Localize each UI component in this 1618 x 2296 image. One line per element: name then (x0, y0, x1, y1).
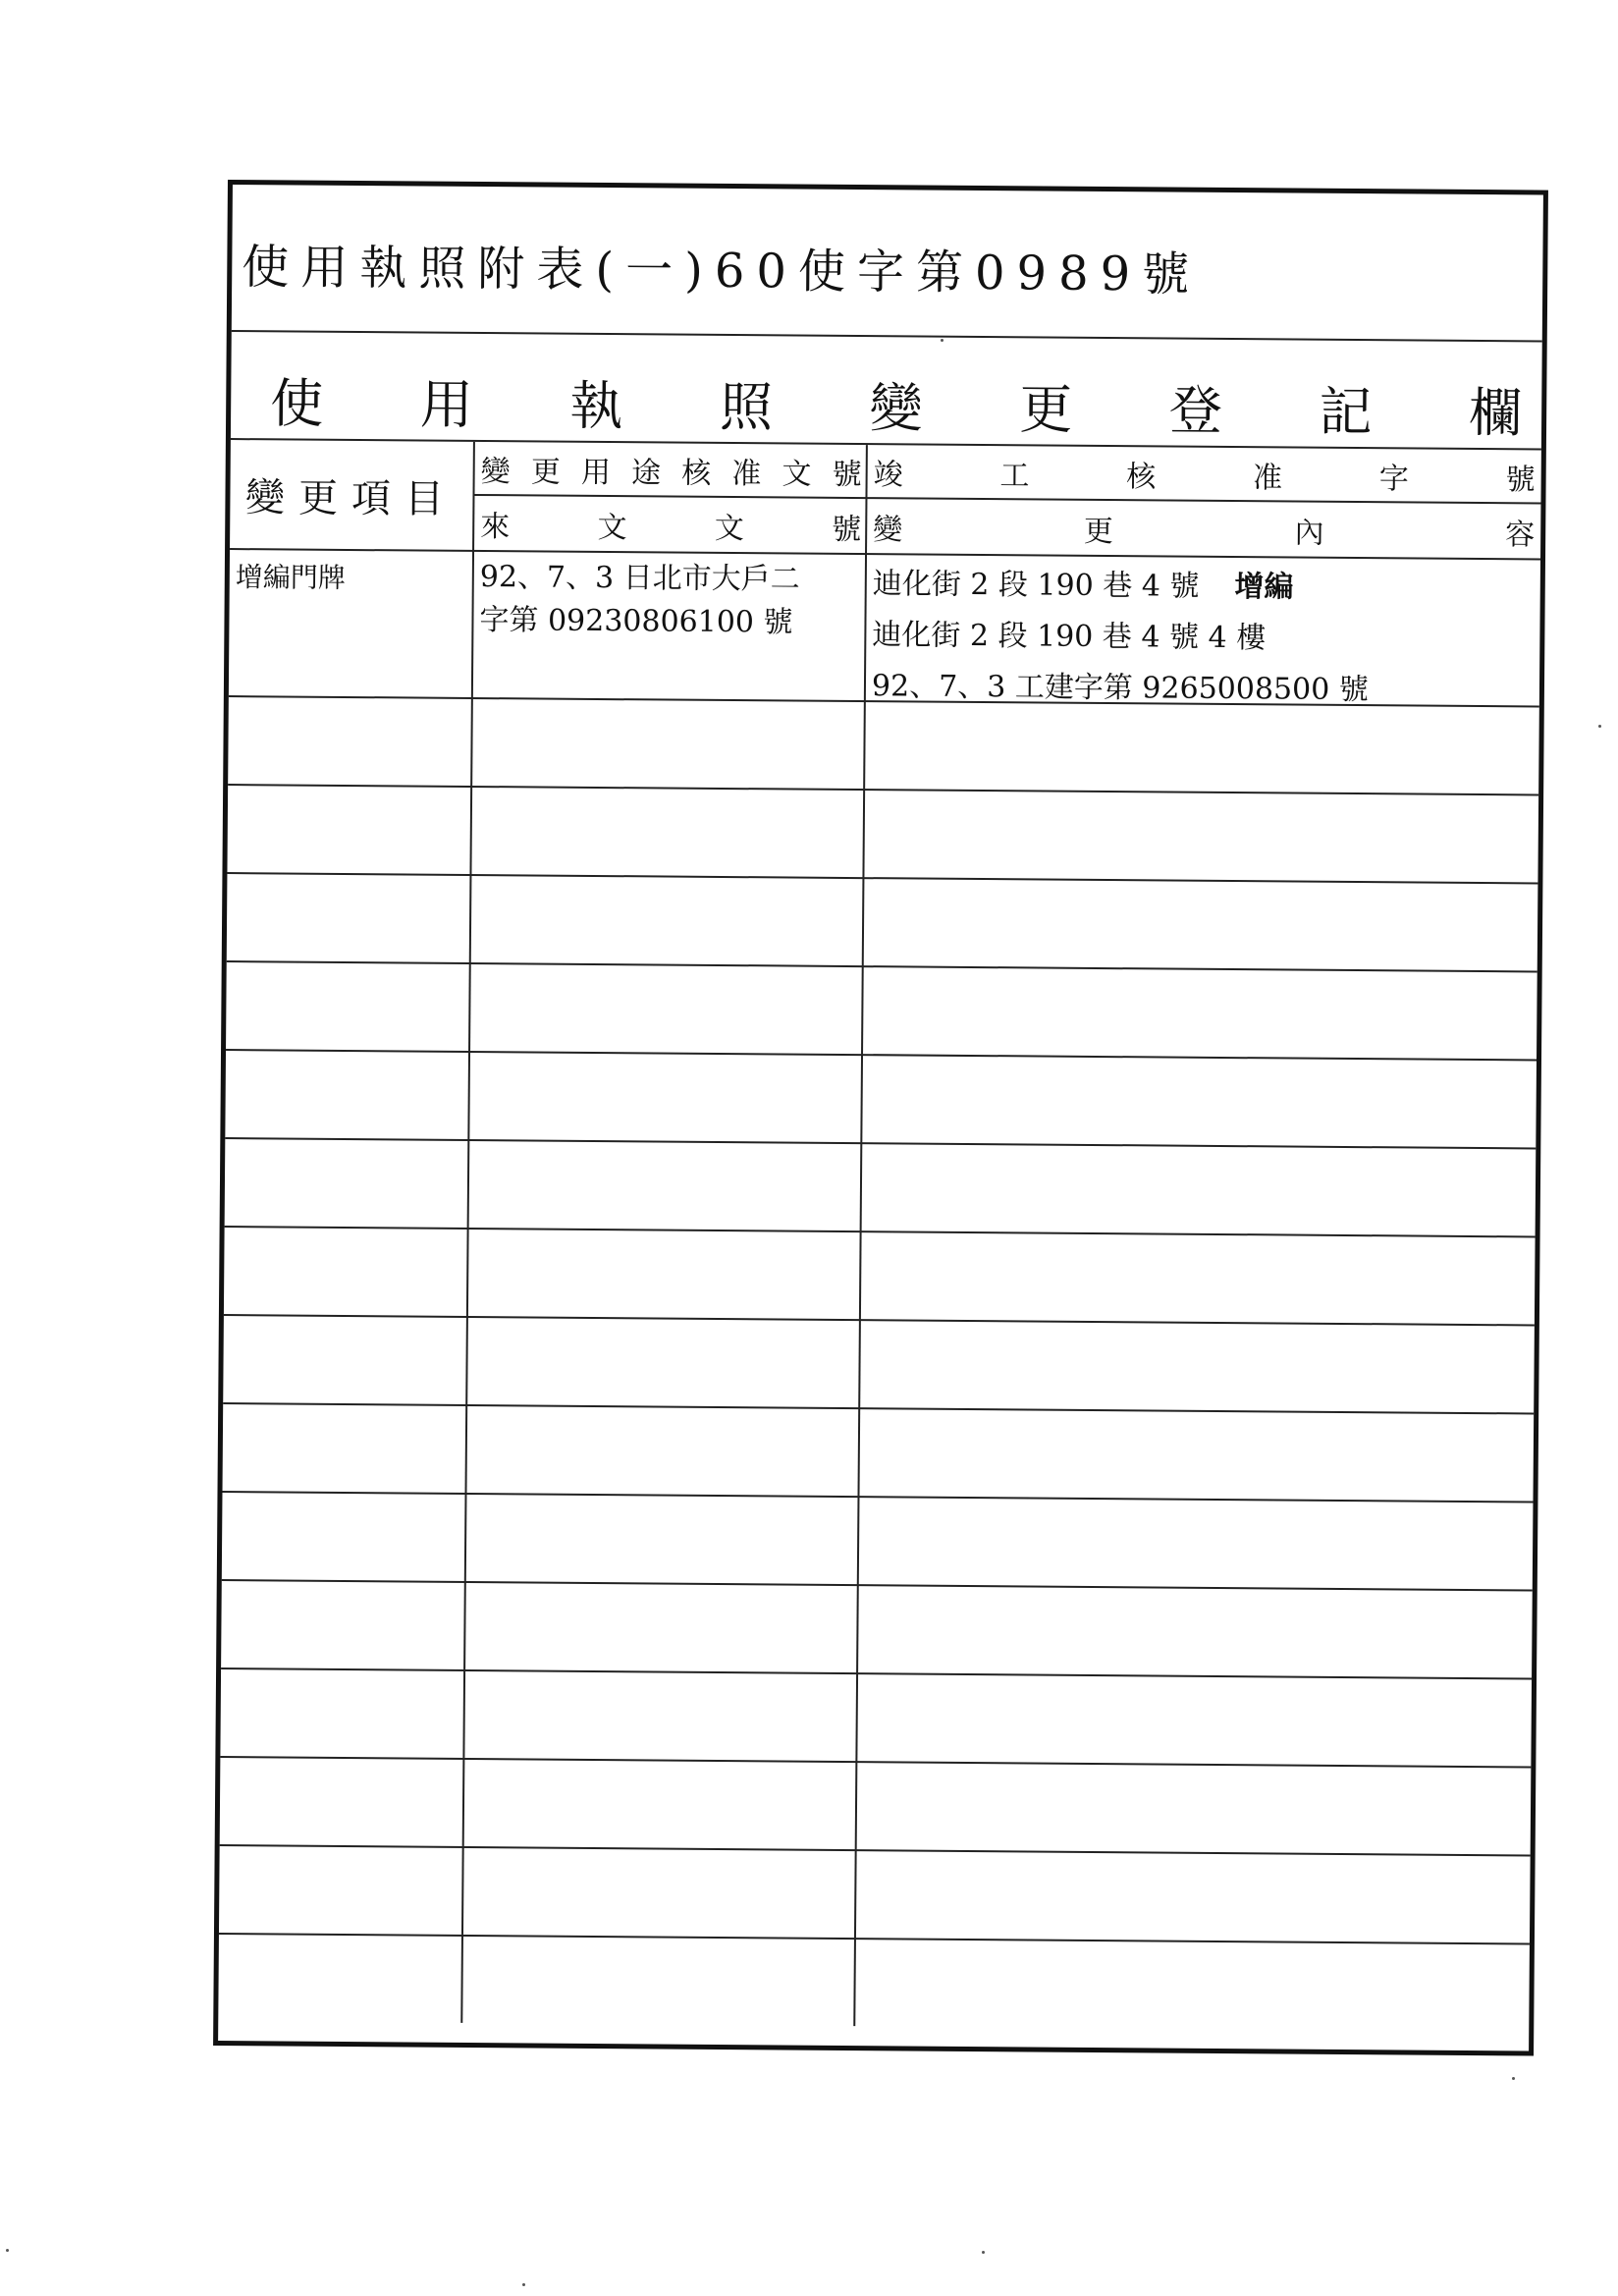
header-char: 途 (630, 455, 662, 490)
scan-speck (1598, 725, 1601, 728)
empty-table-row (228, 695, 1539, 795)
title-char: 使 (797, 244, 852, 300)
column-divider (467, 1139, 470, 1228)
entry-content-bold: 增編 (1234, 570, 1294, 605)
empty-table-row (222, 1491, 1534, 1591)
column-divider (466, 1228, 469, 1316)
empty-table-row (226, 960, 1537, 1061)
column-divider (463, 1581, 466, 1669)
column-divider (462, 1758, 465, 1846)
title-char: 9 (1016, 246, 1053, 301)
empty-table-row (219, 1844, 1531, 1944)
column-divider (460, 1935, 463, 2023)
heading-char: 執 (569, 374, 623, 438)
column-divider (465, 1404, 468, 1493)
header-char: 文 (782, 456, 812, 492)
column-divider (469, 786, 472, 874)
column-divider (465, 1316, 468, 1404)
column-divider (464, 1493, 467, 1581)
heading-char: 使 (269, 372, 324, 435)
empty-table-row (222, 1402, 1534, 1503)
entry-content-line3: 92、7、3 工建字第 9265008500 號 (871, 669, 1369, 708)
title-char: 0 (974, 245, 1011, 301)
header-char: 字 (1378, 461, 1409, 496)
empty-table-row (220, 1756, 1532, 1856)
entry-content-line1: 迪化街 2 段 190 巷 4 號 增編 (872, 567, 1294, 605)
header-char: 號 (1505, 462, 1536, 497)
form-heading (270, 361, 1523, 447)
registration-form (213, 180, 1548, 2056)
entry-doc-line2: 字第 09230806100 號 (479, 603, 793, 640)
header-char: 更 (530, 454, 561, 490)
column-divider (855, 1761, 858, 1849)
title-char: 附 (477, 242, 531, 298)
column-divider (468, 962, 471, 1051)
header-char: 內 (1294, 516, 1324, 551)
header-char: 容 (1505, 517, 1536, 552)
heading-char: 更 (1019, 378, 1073, 441)
header-char: 准 (1252, 460, 1283, 495)
scan-speck (1512, 2077, 1515, 2080)
heading-char: 記 (1319, 380, 1373, 444)
table-header (230, 440, 1541, 560)
empty-table-row (224, 1226, 1536, 1326)
empty-table-row (227, 872, 1538, 972)
scan-speck (6, 2249, 9, 2252)
heading-row (231, 332, 1542, 450)
header-change-content (867, 499, 1540, 558)
column-divider (863, 700, 866, 789)
entry-document (471, 550, 865, 700)
title-char: 第 (915, 245, 970, 301)
scan-speck (522, 2283, 525, 2286)
column-divider (856, 1584, 859, 1672)
column-divider (854, 1849, 857, 1938)
header-completion-approval-no (867, 445, 1540, 504)
column-divider (857, 1496, 860, 1584)
header-char: 來 (480, 509, 511, 544)
column-divider (859, 1230, 862, 1319)
entry-item: 增編門牌 (235, 561, 346, 594)
header-char: 文 (597, 510, 627, 545)
title-char: 6 (714, 243, 751, 300)
column-divider (858, 1319, 861, 1407)
entry-content-line2: 迪化街 2 段 190 巷 4 號 4 樓 (872, 618, 1267, 656)
column-divider (860, 1054, 863, 1142)
heading-char: 登 (1168, 379, 1223, 442)
header-approval-doc-no (474, 442, 867, 499)
title-char: 號 (1141, 246, 1196, 302)
heading-char: 用 (419, 373, 474, 436)
title-char: 使 (242, 240, 296, 296)
heading-char: 欄 (1468, 381, 1523, 445)
column-divider (462, 1669, 465, 1758)
scan-speck (941, 339, 944, 342)
empty-table-row (221, 1579, 1533, 1679)
column-divider (862, 877, 865, 965)
column-divider (862, 789, 865, 877)
empty-table-row (225, 1049, 1537, 1149)
title-char: 照 (418, 241, 472, 297)
heading-char: 照 (719, 375, 774, 439)
title-char: 9 (1100, 246, 1137, 302)
table-row (229, 548, 1540, 707)
column-divider (470, 697, 473, 786)
header-char: 工 (999, 458, 1030, 493)
header-char: 號 (832, 457, 862, 492)
form-title (242, 229, 1201, 304)
column-divider (860, 1142, 863, 1230)
header-char: 准 (731, 456, 762, 491)
header-char: 號 (832, 512, 862, 547)
column-divider (461, 1846, 464, 1935)
header-incoming-doc-no (474, 496, 867, 553)
title-char: ) (683, 243, 710, 299)
empty-table-row (227, 784, 1538, 884)
empty-table-row (218, 1933, 1530, 2031)
title-char: 表 (536, 242, 590, 298)
header-char: 變 (480, 454, 511, 489)
column-divider (467, 1051, 470, 1139)
title-char: 執 (359, 241, 413, 297)
column-divider (469, 874, 472, 962)
header-change-item: 變更項目 (244, 474, 458, 522)
empty-table-row (223, 1314, 1535, 1414)
empty-table-row (225, 1137, 1537, 1237)
header-document-column (472, 442, 868, 553)
empty-table-row (220, 1667, 1532, 1768)
header-char: 核 (681, 456, 712, 491)
header-char: 核 (1126, 459, 1157, 494)
header-char: 變 (873, 512, 903, 547)
column-divider (861, 965, 864, 1054)
title-row (232, 185, 1543, 342)
header-char: 用 (580, 455, 612, 490)
header-content-column (865, 445, 1541, 558)
title-char: 字 (856, 245, 911, 301)
column-divider (855, 1672, 858, 1761)
title-char: 8 (1057, 246, 1095, 301)
header-char: 更 (1083, 514, 1114, 549)
title-char: 一 (624, 243, 679, 299)
title-char: ( (595, 242, 620, 299)
title-char: 用 (300, 240, 354, 297)
header-char: 文 (714, 511, 745, 546)
entry-doc-line1: 92、7、3 日北市大戶二 (479, 560, 800, 597)
heading-char: 變 (869, 377, 923, 440)
header-char: 竣 (873, 457, 903, 492)
entry-content (864, 553, 1540, 708)
scan-speck (982, 2251, 985, 2254)
column-divider (853, 1938, 856, 2026)
title-char: 0 (756, 244, 793, 300)
column-divider (857, 1407, 860, 1496)
